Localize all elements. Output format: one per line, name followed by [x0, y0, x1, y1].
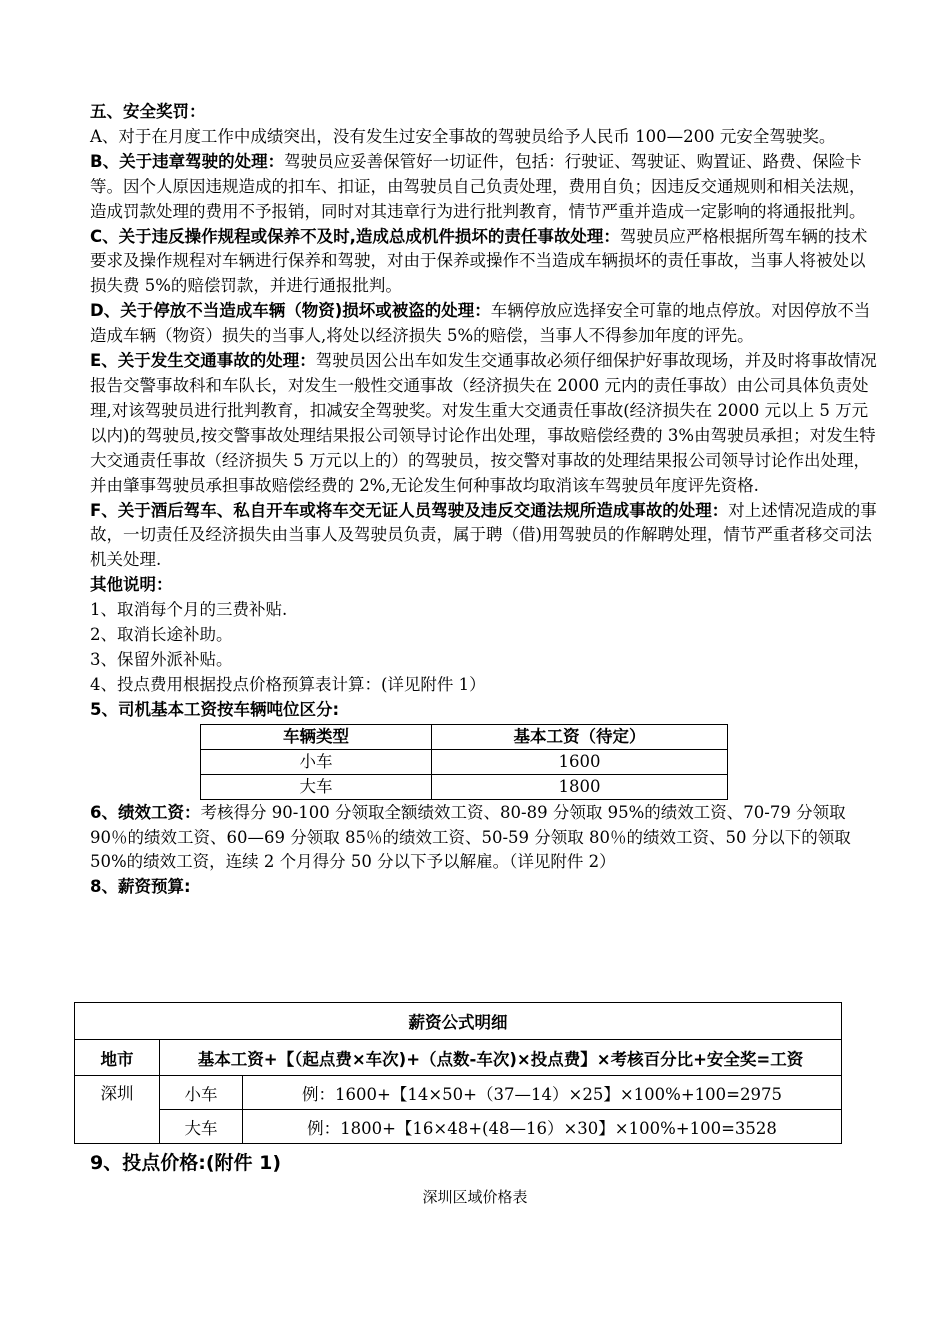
table-row — [201, 749, 728, 774]
table-cell: 例：1600+【14×50+（37—14）×25】×100%+100=2975 — [243, 1076, 842, 1110]
table-row — [75, 1040, 842, 1076]
other-item-5: 5、司机基本工资按车辆吨位区分: — [90, 699, 340, 719]
table-cell: 1600 — [432, 749, 728, 774]
paragraph-e-title: E、关于发生交通事故的处理： — [90, 351, 316, 371]
table-cell: 大车 — [201, 774, 432, 799]
salary-table-title: 薪资公式明细 — [75, 1003, 842, 1040]
paragraph-b — [90, 150, 880, 225]
section9-heading: 9、投点价格:(附件 1) — [90, 1152, 282, 1174]
table-cell: 1800 — [432, 774, 728, 799]
item6-title: 6、绩效工资： — [90, 802, 201, 822]
header-vehicle-type: 车辆类型 — [201, 724, 432, 749]
salary-formula-table — [74, 1002, 842, 1144]
paragraph-f-title: F、关于酒后驾车、私自开车或将车交无证人员驾驶及违反交通法规所造成事故的处理： — [90, 500, 729, 520]
paragraph-d-title: D、关于停放不当造成车辆（物资)损坏或被盗的处理： — [90, 301, 491, 321]
item6-text: 考核得分 90-100 分领取全额绩效工资、80-89 分领取 95%的绩效工资、70-79 分领取 90％的绩效工资、60—69 分领取 85％的绩效工资、50-59 分领取 80％的绩效工资、50 分以下的领取 50%的绩效工资，连续 2 个月得分 50 分以下予以解雇。（详见附件 2） — [90, 802, 851, 872]
paragraph-e-text: 驾驶员因公出车如发生交通事故必须仔细保护好事故现场，并及时将事故情况报告交警事故科和车队长，对发生一般性交通事故（经济损失在 2000 元内的责任事故）由公司具体负责处理,对该驾驶员进行批判教育，扣减安全驾驶奖。对发生重大交通责任事故(经济损失在 2000 元以上 5 万元以内)的驾驶员,按交警事故处理结果报公司领导讨论作出处理，事故赔偿经费的 3%由驾驶员承担；对发生特大交通责任事故（经济损失 5 万元以上的）的驾驶员，按交警对事故的处理结果报公司领导讨论作出处理，并由肇事驾驶员承担事故赔偿经费的 2%,无论发生何种事故均取消该车驾驶员年度评先资格. — [90, 351, 877, 495]
other-item-4: 4、投点费用根据投点价格预算表计算：(详见附件 1） — [90, 674, 486, 694]
other-item-8: 8、薪资预算: — [90, 877, 191, 897]
other-item-3: 3、保留外派补贴。 — [90, 649, 233, 669]
table-cell: 小车 — [201, 749, 432, 774]
price-table-caption: 深圳区域价格表 — [422, 1188, 528, 1206]
paragraph-c — [90, 225, 880, 300]
table-cell: 例：1800+【16×48+(48—16）×30】×100%+100=3528 — [243, 1110, 842, 1144]
document-body — [90, 100, 880, 900]
section5-heading: 五、安全奖罚： — [90, 102, 206, 121]
header-formula: 基本工资+【（起点费×车次)+（点数-车次)×投点费】×考核百分比+安全奖=工资 — [160, 1040, 842, 1076]
paragraph-d — [90, 299, 880, 349]
table-row — [75, 1003, 842, 1040]
header-city: 地市 — [75, 1040, 160, 1076]
header-base-wage: 基本工资（待定） — [432, 724, 728, 749]
table-cell: 大车 — [160, 1110, 243, 1144]
paragraph-f — [90, 499, 880, 574]
city-cell: 深圳 — [75, 1076, 160, 1144]
other-heading: 其他说明： — [90, 575, 173, 595]
paragraph-b-title: B、关于违章驾驶的处理： — [90, 151, 285, 171]
paragraph-c-title: C、关于违反操作规程或保养不及时,造成总成机件损坏的责任事故处理： — [90, 226, 620, 246]
paragraph-c-text: 驾驶员应严格根据所驾车辆的技术要求及操作规程对车辆进行保养和驾驶，对由于保养或操作不当造成车辆损坏的责任事故，当事人将被处以损失费 5%的赔偿罚款，并进行通报批判。 — [90, 226, 868, 296]
other-item-2: 2、取消长途补助。 — [90, 625, 233, 645]
paragraph-a: A、对于在月度工作中成绩突出，没有发生过安全事故的驾驶员给予人民币 100—200 元安全驾驶奖。 — [90, 126, 836, 146]
table-row — [75, 1110, 842, 1144]
paragraph-e — [90, 349, 880, 498]
base-wage-table — [200, 724, 728, 800]
paragraph-b-text: 驾驶员应妥善保管好一切证件，包括：行驶证、驾驶证、购置证、路费、保险卡等。因个人原因违规造成的扣车、扣证，由驾驶员自己负责处理，费用自负；因违反交通规则和相关法规，造成罚款处理的费用不予报销，同时对其违章行为进行批判教育，情节严重并造成一定影响的将通报批判。 — [90, 151, 866, 221]
table-row — [201, 774, 728, 799]
table-row — [201, 724, 728, 749]
other-item-1: 1、取消每个月的三费补贴. — [90, 600, 288, 620]
paragraph-f-text: 对上述情况造成的事故，一切责任及经济损失由当事人及驾驶员负责，属于聘（借)用驾驶员的作解聘处理，情节严重者移交司法机关处理. — [90, 500, 877, 570]
paragraph-d-text: 车辆停放应选择安全可靠的地点停放。对因停放不当造成车辆（物资）损失的当事人,将处以经济损失 5%的赔偿，当事人不得参加年度的评先。 — [90, 301, 871, 346]
table-row — [75, 1076, 842, 1110]
table-cell: 小车 — [160, 1076, 243, 1110]
other-item-6 — [90, 801, 880, 876]
